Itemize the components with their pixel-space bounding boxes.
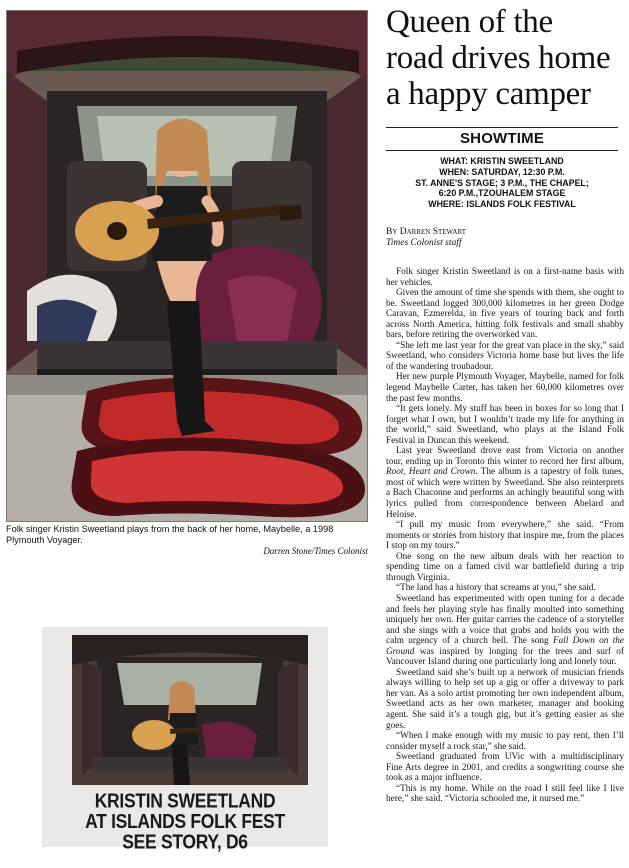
- article-paragraph: [386, 446, 624, 520]
- paragraph-text: . The album is a tapestry of folk tunes, most of which were written by Sweetland. She also reinterprets a Bach Chaconne and performs an achingly beautiful song with lyrics pulled from correspondence between Abelard and Heloise.: [386, 467, 624, 520]
- showtime-when-stage-3: 6:20 P.M.,TZOUHALEM STAGE: [438, 188, 566, 199]
- article-paragraph: “The land has a history that screams at you,” she said.: [396, 583, 596, 594]
- paragraph-text: Sweetland has experimented with open tuning for a decade and feels her playing style has finally moulted into something uniquely her own. Her guitar carries the cadence of a storyteller and she sings with a voice that grabs and holds you with the calm urgency of a church bell. The song: [386, 593, 624, 647]
- photo-credit: Darren Stone/Times Colonist: [263, 546, 368, 556]
- main-photo: [6, 10, 368, 522]
- headline-line-2: road drives home: [386, 40, 611, 76]
- byline-author: By Darren Stewart: [386, 227, 466, 237]
- article-paragraph: Given the amount of time she spends with them, she ought to be. Sweetland logged 300,000 kilometres in her green Dodge Caravan, Ezmerelda, in five years of touring back and forth across North America, hitting folk festivals and small shabby bars, before retiring the overworked van.: [386, 288, 624, 341]
- showtime-where: WHERE: ISLANDS FOLK FESTIVAL: [428, 199, 576, 210]
- headline-line-3: a happy camper: [386, 76, 591, 112]
- song-title: Fall Down on the Ground: [386, 636, 624, 657]
- paragraph-text: was inspired by longing for the trees and surf of Vancouver Island during one particularly long and lonely tour.: [386, 646, 624, 668]
- byline: [386, 227, 618, 249]
- showtime-what: WHAT: KRISTIN SWEETLAND: [440, 156, 564, 166]
- article-paragraph: One song on the new album deals with her reaction to spending time on a famed civil war battlefield during a trip through Virginia.: [386, 551, 624, 583]
- teaser-photo: [72, 635, 308, 785]
- article-paragraph: “I pull my music from everywhere,” she said. “From moments or stories from history that inspire me, from the places I stop on my tours.”: [386, 520, 624, 552]
- article-paragraph: Folk singer Kristin Sweetland is on a first-name basis with her vehicles.: [386, 267, 624, 288]
- showtime-rule: [386, 150, 618, 151]
- teaser-headline[interactable]: [42, 790, 328, 852]
- article-body: [386, 267, 624, 805]
- article-paragraph: Her new purple Plymouth Voyager, Maybelle, named for folk legend Maybelle Carter, has taken her 60,000 kilometres over the past few months.: [386, 372, 624, 404]
- byline-staff: Times Colonist staff: [386, 238, 462, 248]
- article-paragraph: [386, 594, 624, 668]
- showtime-when: WHEN: SATURDAY, 12:30 P.M.: [439, 166, 565, 177]
- article-paragraph: Sweetland said she’s built up a network of musician friends always willing to help set up a gig or offer a driveway to park her van. As a solo artist promoting her own independent album, Sweetland acts as her own marketer, manager and booking agent. She said it’s a tough gig, but it’s getting easier as she goes.: [386, 667, 624, 731]
- headline-line-1: Queen of the: [386, 4, 553, 40]
- article-paragraph: “She left me last year for the great van place in the sky,” said Sweetland, who considers Victoria home base but lives the life of the wandering troubadour.: [386, 340, 624, 372]
- showtime-title: SHOWTIME: [459, 130, 545, 147]
- teaser-van-photo: [72, 635, 308, 785]
- article-paragraph: “This is my home. While on the road I still feel like I live here,” she said. “Victoria schooled me, it nursed me.”: [386, 783, 624, 805]
- van-guitarist-photo: [7, 11, 368, 522]
- album-title: Root, Heart and Crown: [386, 467, 476, 478]
- showtime-when-stages: ST. ANNE'S STAGE; 3 P.M., THE CHAPEL;: [415, 177, 589, 188]
- article-paragraph: Sweetland graduated from UVic with a multidisciplinary Fine Arts degree in 2001, and credits a songwriting course she took as a major influence.: [386, 752, 624, 784]
- showtime-box: [386, 127, 618, 213]
- caption-text: Folk singer Kristin Sweetland plays from the back of her home, Maybelle, a 1998 Plymouth Voyager.: [6, 524, 334, 545]
- teaser-line-3[interactable]: SEE STORY, D6: [122, 830, 248, 854]
- article-paragraph: “It gets lonely. My stuff has been in boxes for so long that I forget what I own, but I wouldn’t trade my life for anything in the world,” said Sweetland, who plays at the Island Folk Festival in Duncan this weekend.: [386, 404, 624, 446]
- paragraph-text: Last year Sweetland drove east from Victoria on another tour, ending up in Toronto this winter to record her first album,: [386, 446, 624, 467]
- photo-caption: [6, 524, 368, 557]
- teaser-line-2: AT ISLANDS FOLK FEST: [85, 809, 285, 833]
- article-paragraph: “When I make enough with my music to pay rent, then I’ll consider myself a rock star,” she said.: [386, 731, 624, 752]
- showtime-top-rule: [386, 127, 618, 128]
- teaser-line-1: KRISTIN SWEETLAND: [94, 788, 276, 812]
- article-headline: [386, 4, 626, 112]
